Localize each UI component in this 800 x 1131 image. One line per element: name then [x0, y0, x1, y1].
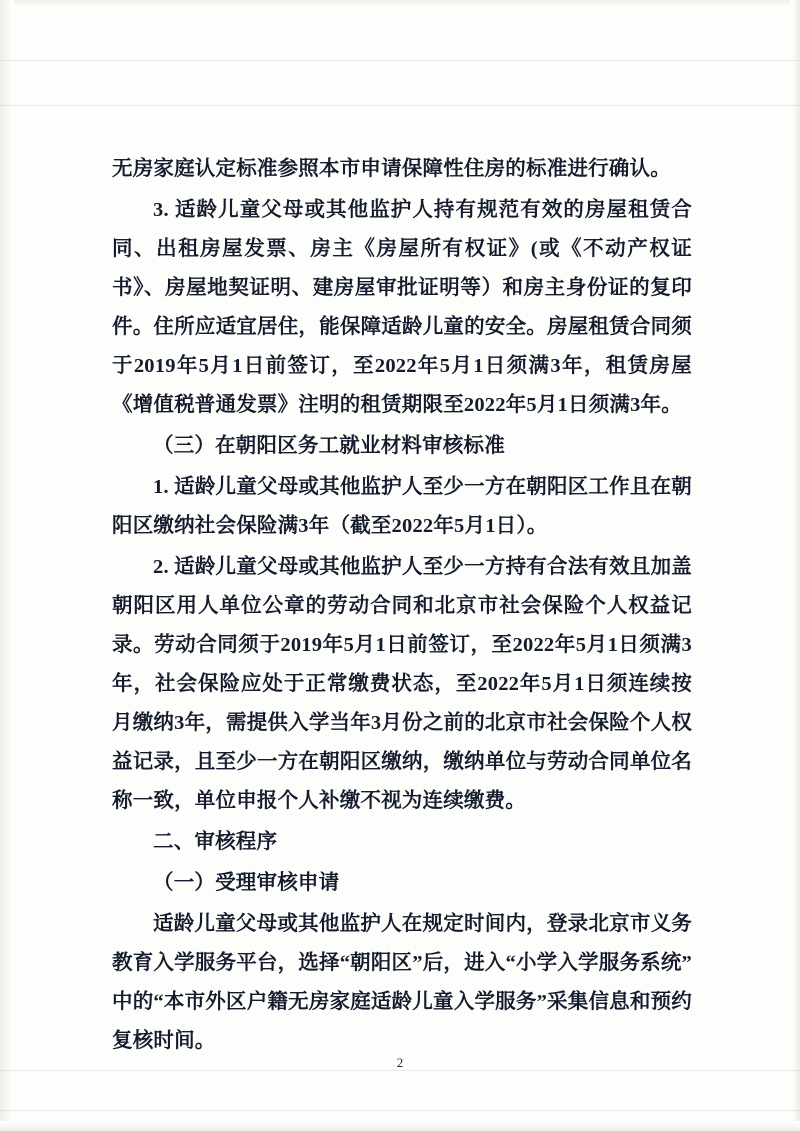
page-number: 2 — [396, 1055, 404, 1070]
page-edge-top — [0, 0, 800, 8]
paragraph-subsection-1-title: （一）受理审核申请 — [153, 872, 340, 894]
paragraph-item-1-social-insurance: 1. 适龄儿童父母或其他监护人至少一方在朝阳区工作且在朝阳区缴纳社会保险满3年（截至2022年5月1日）。 — [112, 476, 692, 537]
paragraph-application-process: 适龄儿童父母或其他监护人在规定时间内，登录北京市义务教育入学服务平台，选择“朝阳区”后，进入“小学入学服务系统”中的“本市外区户籍无房家庭适龄儿童入学服务”采集信息和预约复核时间。 — [112, 913, 692, 1052]
page-edge-bottom — [0, 1121, 800, 1131]
paragraph-no-housing-standard: 无房家庭认定标准参照本市申请保障性住房的标准进行确认。 — [112, 158, 671, 180]
page-edge-left — [0, 0, 14, 1131]
paragraph-section-3-title: （三）在朝阳区务工就业材料审核标准 — [153, 435, 505, 457]
paragraph-section-2-heading: 二、审核程序 — [153, 831, 278, 853]
page-edge-right — [790, 0, 800, 1131]
paragraph-item-2-labor-contract: 2. 适龄儿童父母或其他监护人至少一方持有合法有效且加盖朝阳区用人单位公章的劳动合同和北京市社会保险个人权益记录。劳动合同须于2019年5月1日前签订，至2022年5月1日须满3年，社会保险应处于正常缴费状态，至2022年5月1日须连续按月缴纳3年，需提供入学当年3月份之前的北京市社会保险个人权益记录，且至少一方在朝阳区缴纳，缴纳单位与劳动合同单位名称一致，单位申报个人补缴不视为连续缴费。 — [112, 556, 692, 812]
document-body — [112, 150, 692, 1063]
paragraph-item-3-rental: 3. 适龄儿童父母或其他监护人持有规范有效的房屋租赁合同、出租房屋发票、房主《房屋所有权证》(或《不动产权证书》、房屋地契证明、建房屋审批证明等）和房主身份证的复印件。住所应适宜居住，能保障适龄儿童的安全。房屋租赁合同须于2019年5月1日前签订，至2022年5月1日须满3年，租赁房屋《增值税普通发票》注明的租赁期限至2022年5月1日须满3年。 — [112, 199, 692, 416]
